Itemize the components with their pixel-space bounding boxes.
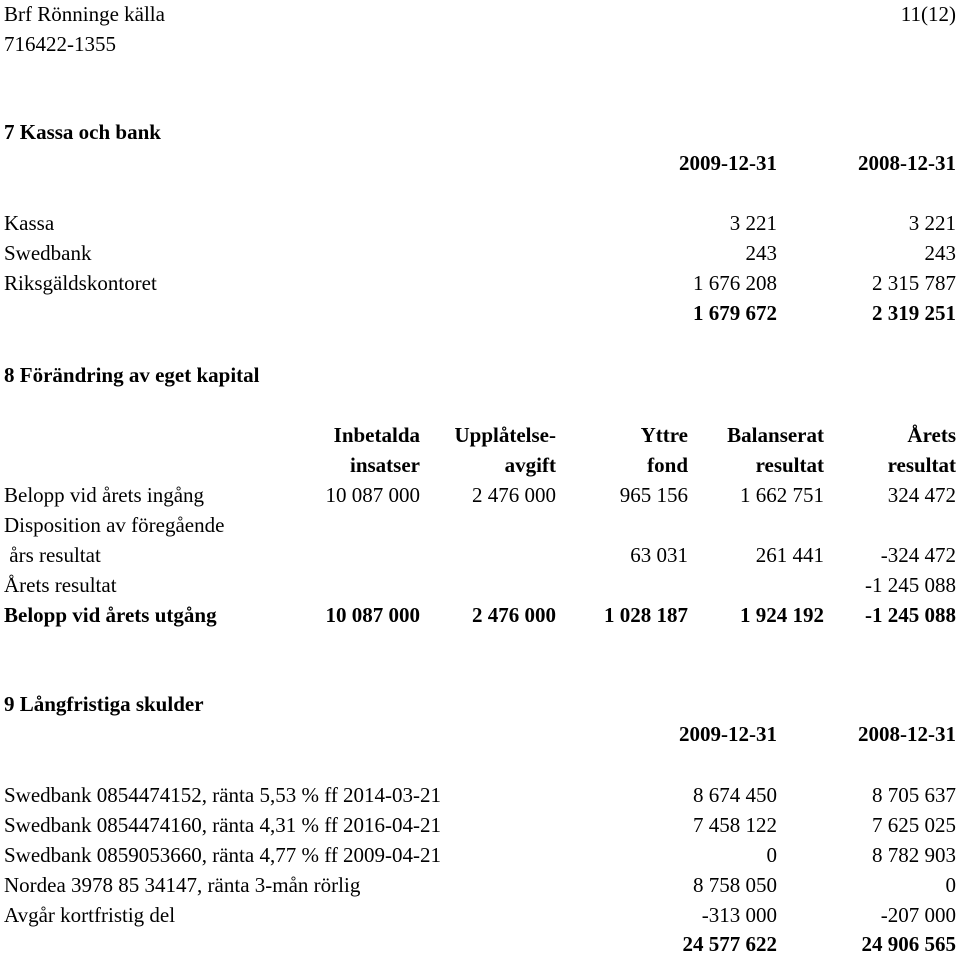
section7-row-riksgald-2008: 2 315 787 [872,271,956,295]
section9-row5-label: Avgår kortfristig del [4,903,176,927]
section8-col1-line2: insatser [350,453,420,477]
section7-row-swedbank-2009: 243 [745,241,777,265]
section8-closing-col3: 1 028 187 [604,603,688,627]
section9-row3-label: Swedbank 0859053660, ränta 4,77 % ff 2009-04-21 [4,843,442,867]
section9-row2-label: Swedbank 0854474160, ränta 4,31 % ff 2016-04-21 [4,813,442,837]
section7-total-2009: 1 679 672 [693,301,777,325]
section9-col-2009: 2009-12-31 [679,722,777,746]
section9-total-2009: 24 577 622 [682,932,777,956]
section9-row5-2008: -207 000 [880,903,956,927]
section8-col2-line2: avgift [504,453,556,477]
section7-row-swedbank-2008: 243 [924,241,956,265]
section7-row-kassa-2008: 3 221 [908,211,956,235]
section8-disposition-col4: 261 441 [755,543,824,567]
section9-row4-label: Nordea 3978 85 34147, ränta 3-mån rörlig [4,873,361,897]
section7-row-kassa-label: Kassa [4,211,55,235]
section8-opening-col4: 1 662 751 [740,483,824,507]
section9-col-2008: 2008-12-31 [858,722,956,746]
section8-opening-label: Belopp vid årets ingång [4,483,205,507]
section8-disposition-label-line2: års resultat [4,543,101,567]
page-number: 11(12) [900,2,956,26]
org-name: Brf Rönninge källa [4,2,165,26]
section7-total-2008: 2 319 251 [872,301,956,325]
section8-year-result-col5: -1 245 088 [865,573,956,597]
section9-row1-2009: 8 674 450 [693,783,777,807]
section9-row5-2009: -313 000 [701,903,777,927]
section9-row1-2008: 8 705 637 [872,783,956,807]
section7-col-2008: 2008-12-31 [858,151,956,175]
section8-opening-col2: 2 476 000 [472,483,556,507]
section8-opening-col3: 965 156 [619,483,688,507]
section8-col1-line1: Inbetalda [333,423,420,447]
section9-total-2008: 24 906 565 [861,932,956,956]
section9-row2-2008: 7 625 025 [872,813,956,837]
section8-closing-col2: 2 476 000 [472,603,556,627]
section8-col2-line1: Upplåtelse- [454,423,556,447]
section7-row-kassa-2009: 3 221 [729,211,777,235]
section8-col4-line1: Balanserat [727,423,824,447]
section8-col3-line1: Yttre [640,423,688,447]
section8-col3-line2: fond [647,453,688,477]
section9-title: 9 Långfristiga skulder [4,692,204,716]
section8-title: 8 Förändring av eget kapital [4,363,260,387]
section9-row1-label: Swedbank 0854474152, ränta 5,53 % ff 2014-03-21 [4,783,442,807]
section9-row3-2009: 0 [766,843,777,867]
section9-row4-2009: 8 758 050 [693,873,777,897]
section8-disposition-col3: 63 031 [630,543,688,567]
section7-title: 7 Kassa och bank [4,120,161,144]
section8-col5-line1: Årets [907,423,956,447]
section7-row-swedbank-label: Swedbank [4,241,92,265]
section8-col5-line2: resultat [887,453,956,477]
section9-row2-2009: 7 458 122 [693,813,777,837]
section8-closing-col1: 10 087 000 [325,603,420,627]
section8-opening-col5: 324 472 [887,483,956,507]
section7-row-riksgald-2009: 1 676 208 [693,271,777,295]
section7-row-riksgald-label: Riksgäldskontoret [4,271,157,295]
section8-year-result-label: Årets resultat [4,573,117,597]
org-number: 716422-1355 [4,32,116,56]
section8-disposition-col5: -324 472 [880,543,956,567]
section8-col4-line2: resultat [755,453,824,477]
section8-opening-col1: 10 087 000 [325,483,420,507]
section8-disposition-label-line1: Disposition av föregående [4,513,225,537]
section9-row4-2008: 0 [945,873,956,897]
section7-col-2009: 2009-12-31 [679,151,777,175]
section8-closing-label: Belopp vid årets utgång [4,603,217,627]
section9-row3-2008: 8 782 903 [872,843,956,867]
section8-closing-col4: 1 924 192 [740,603,824,627]
section8-closing-col5: -1 245 088 [865,603,956,627]
